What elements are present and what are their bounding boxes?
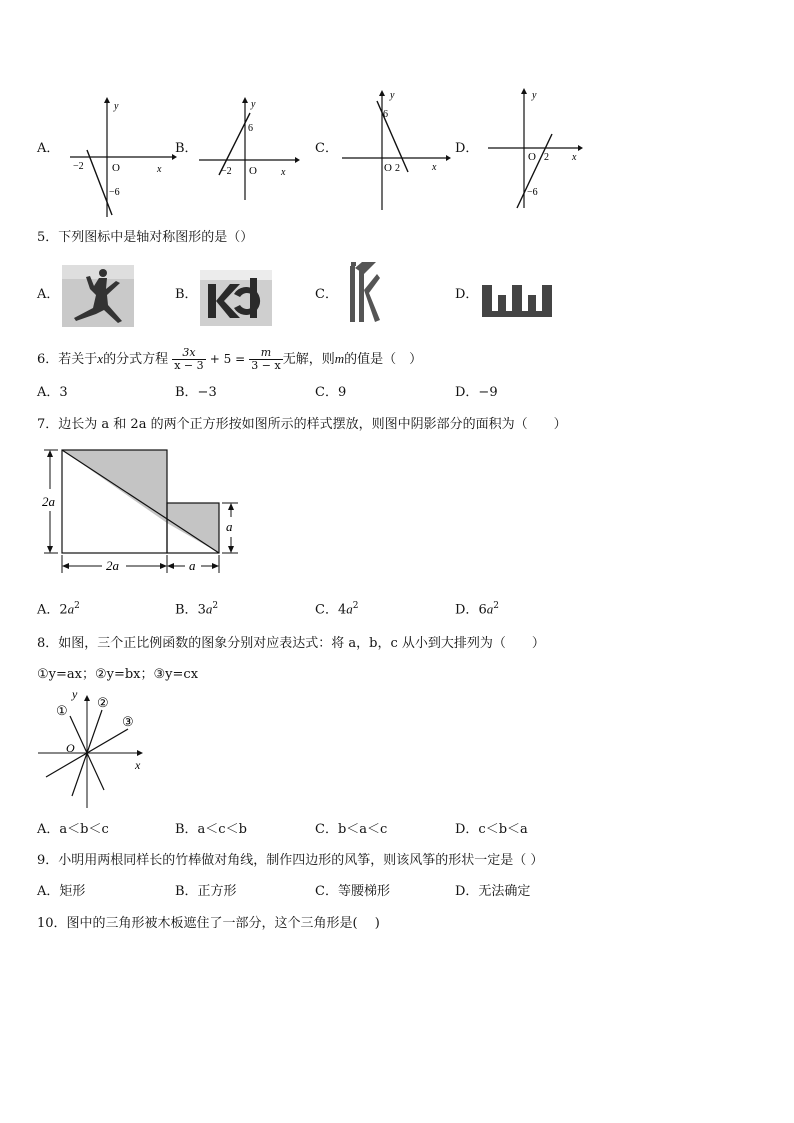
q7-option-b-coef: 3 <box>197 602 206 618</box>
q5-option-c-letter: C． <box>315 287 338 302</box>
q8-x-label: x <box>135 758 141 772</box>
q6-option-c: C．9 <box>315 385 347 400</box>
q7-option-a-exp: 2 <box>74 601 80 611</box>
q7-option-b-exp: 2 <box>212 601 219 611</box>
q4-graph-b <box>197 95 302 205</box>
q6-stem-a: 6．若关于 <box>37 352 98 367</box>
q8-figure <box>36 688 151 810</box>
q4-graph-c <box>340 88 455 213</box>
q4b-y-label: y <box>251 99 256 110</box>
q6-option-a: A．3 <box>37 385 68 400</box>
q7-option-d-var: a <box>486 601 494 617</box>
q4b-x-label: x <box>281 167 286 178</box>
q9-option-d: D．无法确定 <box>455 884 531 899</box>
q7-option-c-coef: 4 <box>337 602 347 618</box>
q7-option-b-var: a <box>205 601 213 617</box>
q6-var-m: m <box>334 351 345 366</box>
q7-right-dim: a <box>226 519 233 534</box>
q4d-origin: O <box>528 151 536 163</box>
q7-option-d-exp: 2 <box>493 601 499 611</box>
q7-option-b <box>175 598 218 618</box>
q7-option-a <box>37 598 80 618</box>
q7-stem: 7．边长为 a 和 2a 的两个正方形按如图所示的样式摆放，则图中阴影部分的面积为（ ） <box>37 417 567 432</box>
q8-formulas: ①y=ax；②y=bx；③y=cx <box>37 667 199 682</box>
q8-option-d: D．c＜b＜a <box>455 822 528 837</box>
q4-graph-a <box>65 95 177 220</box>
q4a-tick-y: −6 <box>109 187 120 198</box>
q6-var-x: x <box>97 351 104 366</box>
q9-option-b: B．正方形 <box>175 884 237 899</box>
q8-option-b: B．a＜c＜b <box>175 822 247 837</box>
q6-stem <box>37 342 422 376</box>
q4b-tick-x: −2 <box>221 166 232 177</box>
q4c-y-label: y <box>390 90 395 101</box>
q6-frac1-denominator: x − 3 <box>174 359 204 372</box>
q5-option-d-letter: D． <box>455 287 479 302</box>
q10-stem: 10．图中的三角形被木板遮住了一部分，这个三角形是( ) <box>37 916 380 931</box>
q8-line-1-label: ① <box>56 703 68 718</box>
q7-option-d <box>455 598 499 618</box>
q4d-y-label: y <box>532 90 537 101</box>
q4d-tick-x: 2 <box>544 152 549 163</box>
q6-plus: + 5 = <box>209 352 246 366</box>
q9-stem: 9．小明用两根同样长的竹棒做对角线，制作四边形的风筝，则该风筝的形状一定是（ ） <box>37 853 544 868</box>
q7-option-a-coef: 2 <box>59 602 68 618</box>
q8-y-label: y <box>72 688 78 701</box>
kyrie-logo <box>342 260 382 326</box>
q4-option-c-letter: C． <box>315 141 338 156</box>
q5-option-b-letter: B． <box>175 287 198 302</box>
q7-option-c-letter: C． <box>315 602 338 618</box>
q8-line-3-label: ③ <box>122 714 134 729</box>
q6-stem-d: 的值是（ ） <box>344 352 423 367</box>
q6-option-d: D．−9 <box>455 385 498 400</box>
q9-option-a: A．矩形 <box>37 884 86 899</box>
q5-option-a-letter: A． <box>37 287 60 302</box>
q4a-y-label: y <box>114 101 119 112</box>
q8-origin: O <box>66 741 75 755</box>
q6-frac1-numerator: 3x <box>172 347 205 360</box>
q6-frac2-denominator: 3 − x <box>251 359 281 372</box>
q8-option-a: A．a＜b＜c <box>37 822 109 837</box>
q7-option-c <box>315 598 358 618</box>
q4-option-b-letter: B． <box>175 141 198 156</box>
lebron-logo <box>482 285 558 321</box>
q7-option-a-letter: A． <box>37 602 60 618</box>
q7-option-c-var: a <box>346 601 353 617</box>
q4c-x-label: x <box>432 162 437 173</box>
q4a-tick-x: −2 <box>73 161 84 172</box>
q7-bottom-left-dim: 2a <box>106 558 119 573</box>
q7-option-a-var: a <box>67 601 75 617</box>
q6-frac2-numerator: m <box>249 347 282 360</box>
q4d-tick-y: −6 <box>527 187 538 198</box>
q4a-origin: O <box>112 162 120 174</box>
kd-logo <box>200 270 272 326</box>
q7-bottom-right-dim: a <box>189 558 196 573</box>
q4b-tick-y: 6 <box>248 123 253 134</box>
q8-stem: 8．如图，三个正比例函数的图象分别对应表达式：将 a，b，c 从小到大排列为（ ） <box>37 636 545 651</box>
q4c-origin: O <box>384 162 392 174</box>
q6-fraction-2 <box>249 347 282 372</box>
q4-option-d-letter: D． <box>455 141 479 156</box>
q6-stem-c: 无解，则 <box>282 352 335 367</box>
q6-stem-b: 的分式方程 <box>103 352 169 367</box>
q9-option-c: C．等腰梯形 <box>315 884 390 899</box>
q4c-tick-y: 6 <box>383 109 388 120</box>
q6-fraction-1 <box>172 347 205 372</box>
q7-option-d-letter: D． <box>455 602 479 618</box>
q4a-x-label: x <box>157 164 162 175</box>
q7-option-c-exp: 2 <box>352 601 359 611</box>
q7-option-b-letter: B． <box>175 602 198 618</box>
q4c-tick-x: 2 <box>395 163 400 174</box>
jumpman-logo <box>62 265 134 327</box>
q5-stem: 5．下列图标中是轴对称图形的是（） <box>37 230 254 245</box>
q7-option-d-coef: 6 <box>478 602 487 618</box>
q8-option-c: C．b＜a＜c <box>315 822 388 837</box>
q7-figure <box>38 445 248 580</box>
q4b-origin: O <box>249 165 257 177</box>
q4-option-a-letter: A． <box>37 141 60 156</box>
q4-graph-d <box>486 86 586 211</box>
q7-left-dim: 2a <box>42 494 55 509</box>
q8-line-2-label: ② <box>97 695 109 710</box>
q4d-x-label: x <box>572 152 577 163</box>
q6-option-b: B．−3 <box>175 385 217 400</box>
